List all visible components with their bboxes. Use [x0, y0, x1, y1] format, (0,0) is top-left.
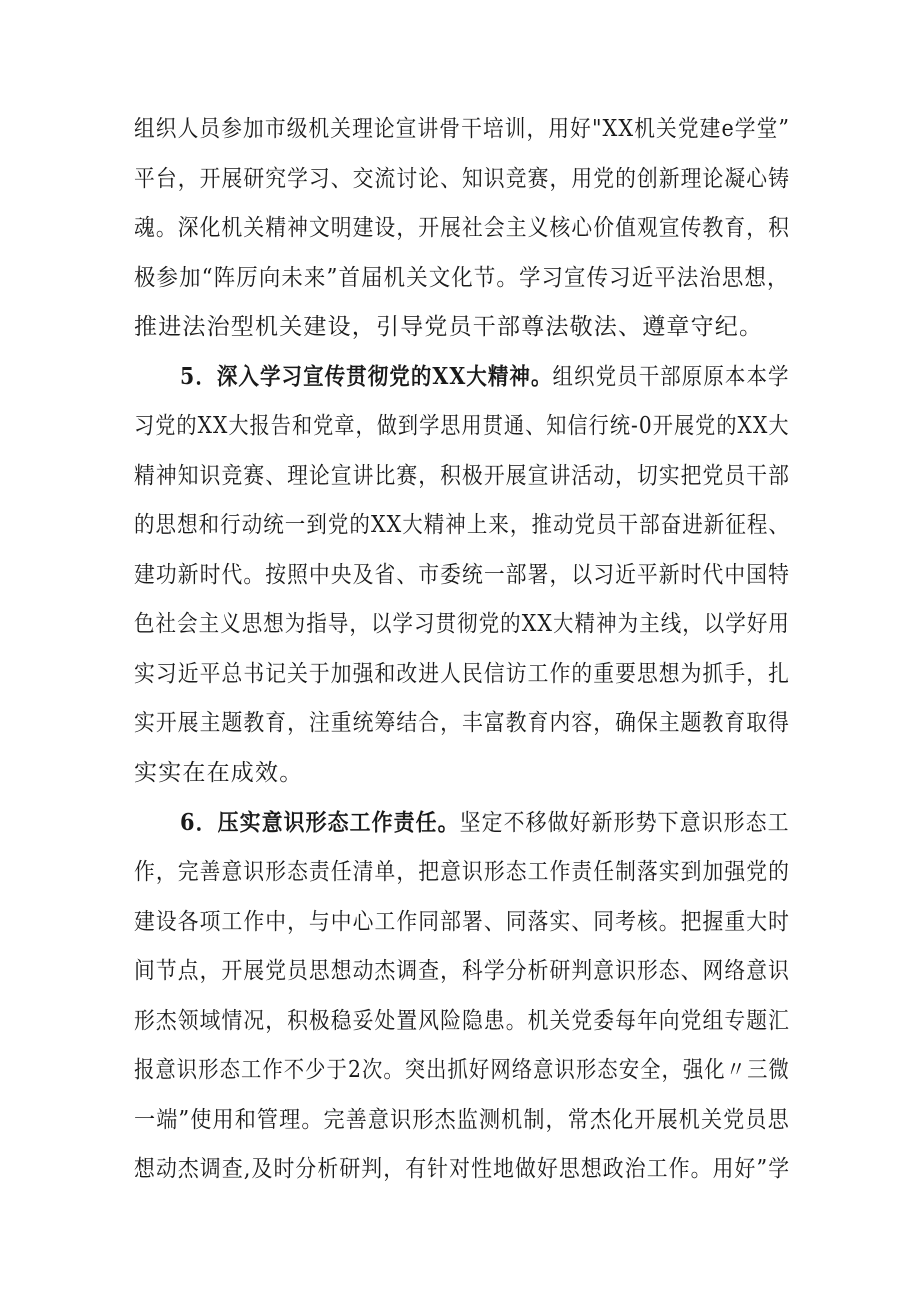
text-line: 推进法治型机关建设，引导党员干部尊法敬法、遵章守纪。 — [134, 314, 764, 340]
text-line: 魂。深化机关精神文明建设，开展社会主义核心价值观宣传教育，积 — [134, 215, 791, 241]
text-line: 平台，开展研究学习、交流讨论、知识竞赛，用党的创新理论凝心铸 — [134, 166, 791, 192]
text-line: 报意识形态工作不少于2次。突出抓好网络意识形态安全，强化〃三微 — [134, 1057, 790, 1083]
text-line: 实实在在成效。 — [134, 760, 304, 786]
paragraph-first-line — [180, 362, 790, 392]
section-heading: 6．压实意识形态工作责任。 — [180, 809, 460, 836]
text-line: 一端”使用和管理。完善意识形杰监测机制，常杰化开展机关党员思 — [134, 1107, 790, 1133]
text-line: 形杰领域情况，积极稳妥处置风险隐患。机关党委每年向党组专题汇 — [134, 1008, 791, 1034]
text-line: 间节点，开展党员思想动杰调查，科学分析研判意识形态、网络意识 — [134, 958, 791, 984]
text-span: 坚定不移做好新形势下意识形态工 — [459, 810, 790, 836]
text-line: 建功新时代。按照中央及省、市委统一部署，以习近平新时代中国特 — [134, 562, 791, 588]
paragraph-first-line — [180, 808, 790, 838]
text-line: 实习近平总书记关于加强和改进人民信访工作的重要思想为抓手，扎 — [134, 661, 791, 687]
text-line: 组织人员参加市级机关理论宣讲骨干培训，用好"XX机关党建e学堂” — [134, 116, 791, 142]
text-line: 建设各项工作中，与中心工作同部署、同落实、同考核。把握重大时 — [134, 909, 791, 935]
text-line: 作，完善意识形态责任清单，把意识形态工作责任制落实到加强党的 — [134, 859, 791, 885]
text-line: 想动杰调查,及时分析研判，有针对性地做好思想政治工作。用好”学 — [134, 1156, 791, 1182]
text-line: 习党的XX大报告和党章，做到学思用贯通、知信行统-0开展党的XX大 — [134, 413, 790, 439]
text-line: 实开展主题教育，注重统筹结合，丰富教育内容，确保主题教育取得 — [134, 710, 791, 736]
text-span: 组织党员干部原原本本学 — [552, 364, 790, 390]
text-line: 的思想和行动统一到党的XX大精神上来，推动党员干部奋进新征程、 — [134, 512, 790, 538]
text-line: 色社会主义思想为指导，以学习贯彻党的XX大精神为主线，以学好用 — [134, 611, 790, 637]
section-heading: 5．深入学习宣传贯彻党的XX大精神。 — [180, 363, 553, 390]
text-line: 极参加“阵厉向未来”首届机关文化节。学习宣传习近平法治思想， — [134, 265, 790, 291]
text-line: 精神知识竞赛、理论宣讲比赛，积极开展宣讲活动，切实把党员干部 — [134, 463, 791, 489]
